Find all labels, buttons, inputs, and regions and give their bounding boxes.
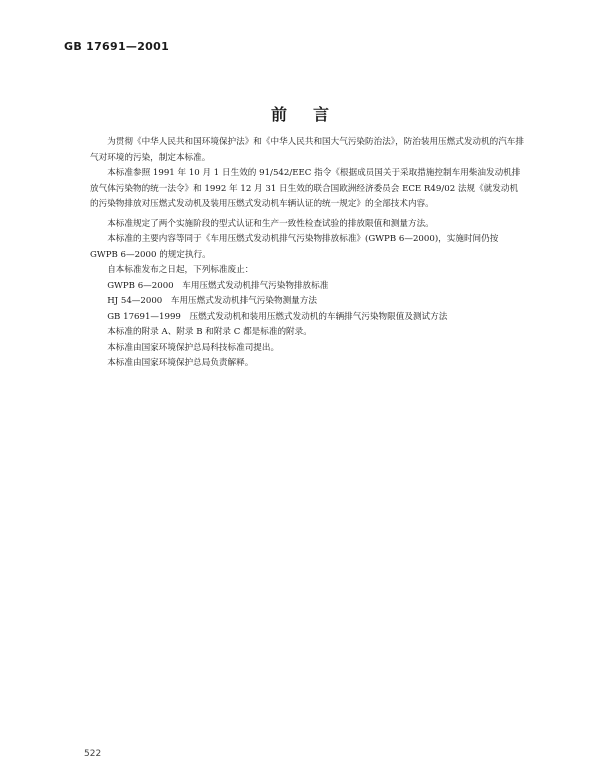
standard-number: GB 17691—2001 [64, 40, 170, 53]
paragraph-abolish-intro: 自本标准发布之日起，下列标准废止： [107, 265, 254, 275]
paragraph-reference: 本标准参照 1991 年 10 月 1 日生效的 91/542/EEC 指令《根据成员国关于采取措施控制车用柴油发动机排放气体污染物的统一法令》和 1992 年 12 月 31 日生效的联合国欧洲经济委员会 ECE R49/02 法规《就发动机的污染物排放对压燃式发动机及装用压燃式发动机车辆认证的统一规定》的全部技术内容。 [90, 168, 521, 209]
list-item: GB 17691—1999 压燃式发动机和装用压燃式发动机的车辆排气污染物限值及测试方法 [107, 311, 448, 322]
paragraph-appendices: 本标准的附录 A、附录 B 和附录 C 都是标准的附录。 [107, 327, 312, 337]
page-number: 522 [84, 749, 102, 759]
list-item: HJ 54—2000 车用压燃式发动机排气污染物测量方法 [107, 296, 317, 306]
preface-body [90, 135, 525, 372]
paragraph-scope: 本标准规定了两个实施阶段的型式认证和生产一致性检查试验的排放限值和测量方法。 [107, 218, 434, 229]
list-item: GWPB 6—2000 车用压燃式发动机排气污染物排放标准 [107, 280, 329, 291]
paragraph-interpreter: 本标准由国家环境保护总局负责解释。 [107, 358, 254, 368]
paragraph-purpose: 为贯彻《中华人民共和国环境保护法》和《中华人民共和国大气污染防治法》，防治装用压燃式发动机的汽车排气对环境的污染，制定本标准。 [90, 137, 524, 163]
paragraph-equivalence: 本标准的主要内容等同于《车用压燃式发动机排气污染物排放标准》(GWPB 6—2000)，实施时间仍按 GWPB 6—2000 的规定执行。 [90, 234, 499, 260]
page-title: 前言 [270, 105, 355, 124]
paragraph-proposer: 本标准由国家环境保护总局科技标准司提出。 [107, 342, 280, 353]
